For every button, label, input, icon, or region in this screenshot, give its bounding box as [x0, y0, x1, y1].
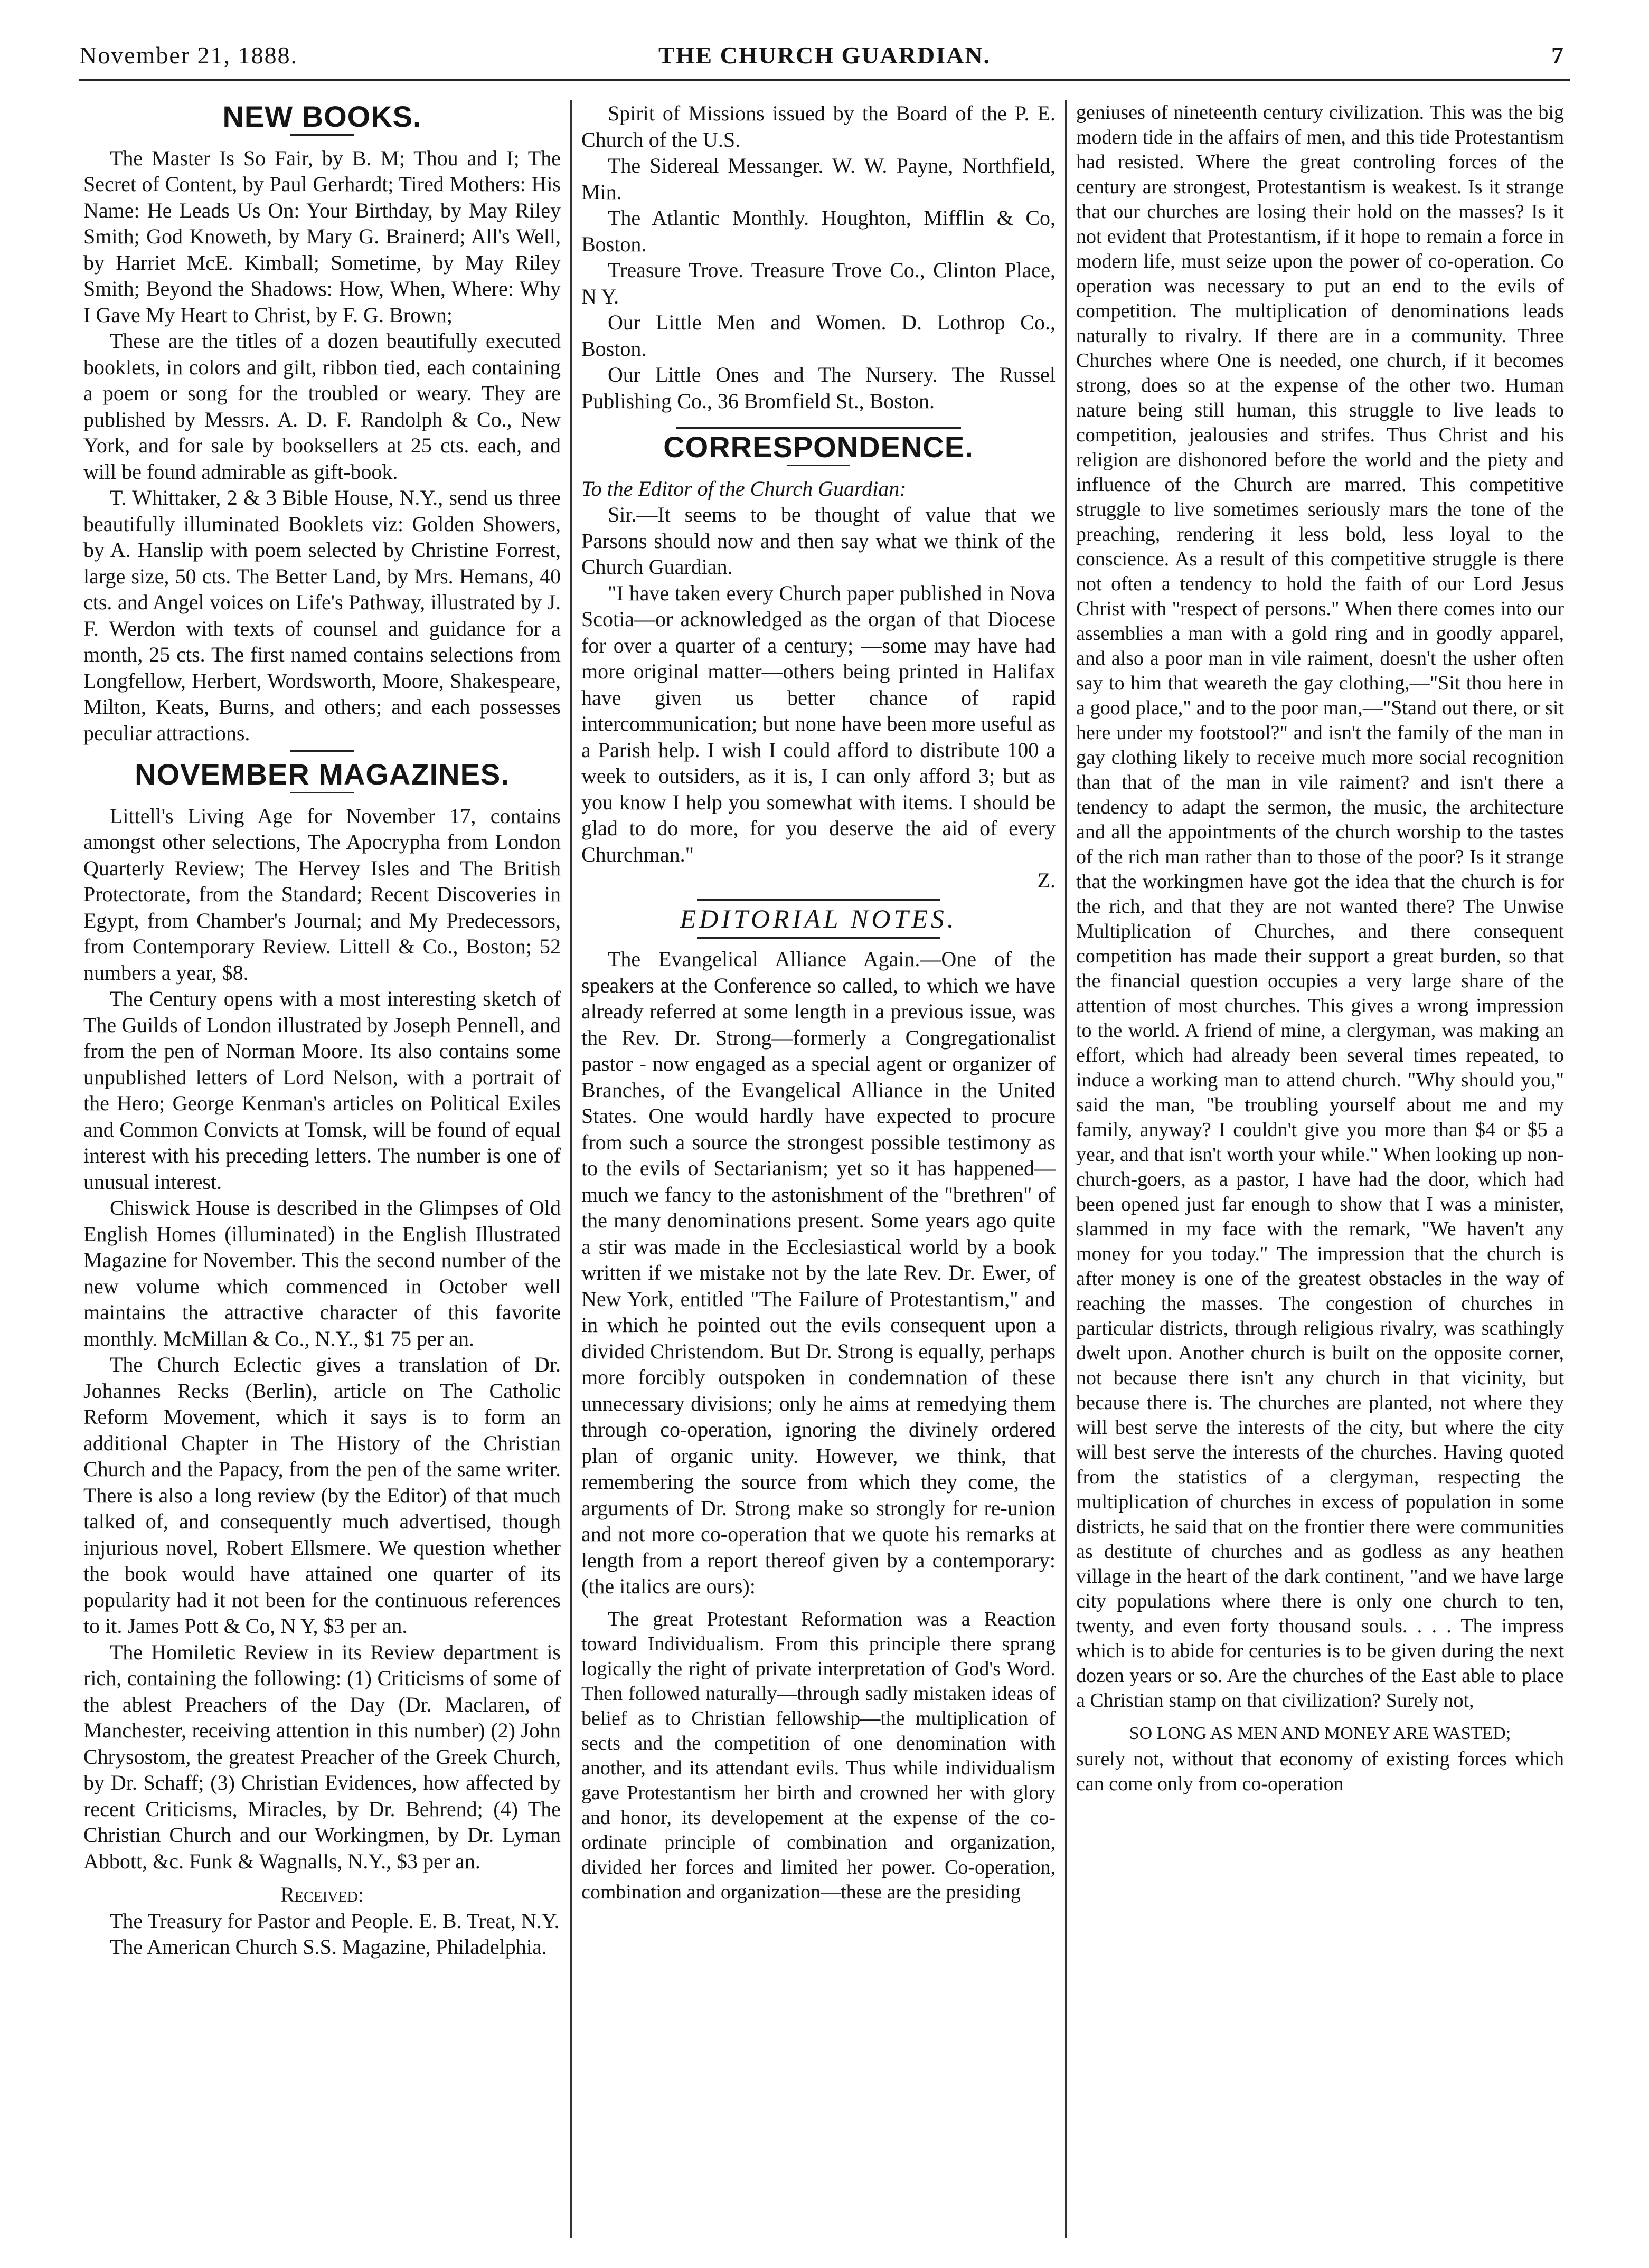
received-item: Spirit of Missions issued by the Board of the P. E. Church of the U.S. — [581, 101, 1056, 152]
new-books-list: The Master Is So Fair, by B. M; Thou and I; The Secret of Content, by Paul Gerhardt; Tired Mothers: His Name: He Leads Us On: Your Birthday, by May Riley Smith; God Knoweth, by Mary G. Brainerd; All's Well, by Harriet McE. Kimball; Sometime, by May Riley Smith; Beyond the Shadows: How, When, Where: Why I Gave My Heart to Christ, by F. G. Brown; — [83, 146, 561, 327]
received-item: The Atlantic Monthly. Houghton, Mifflin & Co, Boston. — [581, 206, 1056, 256]
editorial-notes-heading: EDITORIAL NOTES. — [680, 903, 957, 933]
new-books-paragraph: These are the titles of a dozen beautifully executed booklets, in colors and gilt, ribbon tied, each containing a poem or song for the troubled or weary. They are published by Messrs. A. D. F. Randolph & Co., New York, and for sale by booksellers at 25 cts. each, and will be found admirable as gift-book. — [83, 329, 561, 484]
received-item: The Treasury for Pastor and People. E. B. Treat, N.Y. — [110, 1908, 560, 1933]
letter-paragraph: Sir.—It seems to be thought of value that we Parsons should now and then say what we think of the Church Guardian. — [581, 503, 1056, 579]
section-rule — [697, 899, 940, 901]
column-1 — [74, 100, 570, 2238]
editorial-quotation: The great Protestant Reformation was a Reaction toward Individualism. From this principle there sprang logically the right of private interpretation of God's Word. Then followed naturally—through sadly mistaken ideas of belief as to Christian fellowship—the multiplication of sects and the competition of one denomination with another, and its attendant evils. Thus while individualism gave Protestantism her birth and crowned her with glory and honor, its developement at the expense of the co-ordinate principle of combination and organization, divided her forces and limited her power. Co-operation, combination and organization—these are the presiding — [581, 1608, 1056, 1903]
quotation-subhead: SO LONG AS MEN AND MONEY ARE WASTED; — [1129, 1724, 1511, 1743]
column-2 — [570, 100, 1067, 2238]
section-rule — [676, 427, 961, 429]
received-item: The American Church S.S. Magazine, Philadelphia. — [110, 1935, 547, 1959]
header-date: November 21, 1888. — [79, 42, 298, 69]
magazine-review: The Church Eclectic gives a translation of Dr. Johannes Recks (Berlin), article on The Catholic Reform Movement, which it says is to form an additional Chapter in The History of the Christian Church and the Papacy, from the pen of the same writer. There is also a long review (by the Editor) of that much talked of, and consequently much advertised, though injurious novel, Robert Ellsmere. We question whether the book would have attained one quarter of its popularity had it not been for the continuous references to it. James Pott & Co, N Y, $3 per an. — [83, 1353, 561, 1638]
page-header — [79, 37, 1570, 81]
received-item: Treasure Trove. Treasure Trove Co., Clinton Place, N Y. — [581, 258, 1056, 308]
heading-rule — [290, 792, 354, 793]
received-item: Our Little Ones and The Nursery. The Russel Publishing Co., 36 Bromfield St., Boston. — [581, 363, 1056, 413]
magazine-review: Chiswick House is described in the Glimpses of Old English Homes (illuminated) in the English Illustrated Magazine for November. This the second number of the new volume which commenced in October well maintains the attractive character of this favorite monthly. McMillan & Co., N.Y., $1 75 per an. — [83, 1196, 561, 1350]
correspondence-heading: CORRESPONDENCE. — [663, 430, 974, 464]
page-number: 7 — [1551, 42, 1565, 69]
magazine-review: The Homiletic Review in its Review department is rich, containing the following: (1) Criticisms of some of the ablest Preachers of the Day (Dr. Maclaren, of Manchester, receiving attention in this number) (2) John Chrysostom, the greatest Preacher of the Greek Church, by Dr. Schaff; (3) Christian Evidences, how affected by recent Criticisms, Miracles, by Dr. Behrend; (4) The Christian Church and our Workingmen, by Dr. Lyman Abbott, &c. Funk & Wagnalls, N.Y., $3 per an. — [83, 1640, 561, 1873]
heading-rule — [787, 465, 850, 466]
received-label: Received: — [280, 1883, 364, 1906]
column-3 — [1067, 100, 1573, 2238]
section-rule — [290, 750, 354, 752]
letter-signature: Z. — [1037, 868, 1056, 892]
new-books-heading: NEW BOOKS. — [222, 100, 422, 133]
section-rule — [697, 937, 940, 939]
editorial-paragraph: The Evangelical Alliance Again.—One of the speakers at the Conference so called, to which we have already referred at some length in a previous issue, was the Rev. Dr. Strong—formerly a Congregationalist pastor - now engaged as a special agent or organizer of Branches, of the Evangelical Alliance in the United States. One would hardly have expected to procure from such a source the strongest possible testimony as to the evils of Sectarianism; yet so it has happened—much we fancy to the astonishment of the "brethren" of the many denominations present. Some years ago quite a stir was made in the Ecclesiastical world by a book written if we mistake not by the late Rev. Dr. Ewer, of New York, entitled "The Failure of Protestantism," and in which he pointed out the evils consequent upon a divided Christendom. But Dr. Strong is equally, perhaps more forcibly outspoken in condemnation of these unnecessary divisions; only he aims at remedying them through co-operation, ignoring the divinely ordered plan of organic unity. However, we think, that remembering the source from which they come, the arguments of Dr. Strong make so strongly for re-union and not more co-operation that we quote his remarks at length from a report thereof given by a contemporary: (the italics are ours): — [581, 947, 1056, 1598]
received-item: The Sidereal Messanger. W. W. Payne, Northfield, Min. — [581, 154, 1056, 204]
received-item: Our Little Men and Women. D. Lothrop Co., Boston. — [581, 310, 1056, 361]
editorial-quotation-continued: surely not, without that economy of existing forces which can come only from co-operation — [1076, 1747, 1564, 1795]
magazine-review: Littell's Living Age for November 17, contains amongst other selections, The Apocrypha from London Quarterly Review; The Hervey Isles and The British Protectorate, from the Standard; Recent Discoveries in Egypt, from Chamber's Journal; and My Predecessors, from Contemporary Review. Littell & Co., Boston; 52 numbers a year, $8. — [83, 804, 561, 985]
letter-salutation: To the Editor of the Church Guardian: — [581, 476, 907, 500]
new-books-paragraph: T. Whittaker, 2 & 3 Bible House, N.Y., send us three beautifully illuminated Booklets viz: Golden Showers, by A. Hanslip with poem selected by Christine Forrest, large size, 50 cts. The Better Land, by Mrs. Hemans, 40 cts. and Angel voices on Life's Pathway, illustrated by J. F. Werdon with texts of counsel and guidance for a month, 25 cts. The first named contains selections from Longfellow, Herbert, Wordsworth, Moore, Shakespeare, Milton, Keats, Burns, and others; and each possesses peculiar attractions. — [83, 486, 561, 745]
editorial-quotation-continued: geniuses of nineteenth century civilization. This was the big modern tide in the affairs of men, and this tide Protestantism had resisted. Where the great controling forces of the century are strongest, Protestantism is weakest. Is it strange that our churches are losing their hold on the masses? Is it not evident that Protestantism, if it hope to remain a force in modern life, must seize upon the power of co-operation. Co operation was necessary to put an end to the evils of competition. The multiplication of denominations leads naturally to rivalry. If there are in a community. Three Churches where One is needed, one church, if it becomes strong, does so at the expense of the other two. Human nature being still human, this struggle to live leads to competition, jealousies and strifes. Thus Christ and his religion are dishonored before the world and the piety and influence of the Church are marred. This competitive struggle to live sometimes seriously mars the tone of the preaching, rendering it less bold, less loyal to the conscience. As a result of this competitive struggle is there not often a tendency to hold the faith of our Lord Jesus Christ with "respect of persons." When there comes into our assemblies a man with a gold ring and in goodly apparel, and also a poor man in vile raiment, doesn't the usher often say to him that weareth the gay clothing,—"Sit thou here in a good place," and to the poor man,—"Stand out there, or sit here under my footstool?" and isn't the family of the man in gay clothing likely to receive much more social recognition than that of the man in vile raiment? and isn't there a tendency to adapt the sermon, the music, the architecture and all the appointments of the church worship to the tastes of the rich man rather than to those of the poor? Is it strange that the workingmen have got the idea that the church is for the rich, and that they are not wanted there? The Unwise Multiplication of Churches, and there consequent competition has made their support a great burden, so that the financial question occupies a very large share of the attention of most churches. This gives a wrong impression to the world. A friend of mine, a clergyman, was making an effort, which had already been several times repeated, to induce a working man to attend church. "Why should you," said the man, "be troubling yourself about me and my family, anyway? I couldn't give you more than $4 or $5 a year, and that isn't worth your while." When looking up non-church-goers, as a pastor, I have had the door, which had been opened just far enough to show that I was a minister, slammed in my face with the remark, "We haven't any money for you today." The impression that the church is after money is one of the greatest obstacles in the way of reaching the masses. The congestion of churches in particular districts, through religious rivalry, was scathingly dwelt upon. Another church is built on the opposite corner, not because there isn't any church in that vicinity, but because there is. The churches are planted, not where they will best serve the interests of the city, but where the city will best serve the interests of the churches. Having quoted from the statistics of a clergyman, respecting the multiplication of churches in excess of population in some districts, he said that on the frontier there were communities as destitute of churches and as godless as any heathen village in the heart of the dark continent, "and we have large city populations where there is only one church to ten, twenty, and even forty thousand souls. . . . The impress which is to abide for centuries is to be given during the next dozen years or so. Are the churches of the East able to place a Christian stamp on that civilization? Surely not, — [1076, 101, 1564, 1712]
magazine-review: The Century opens with a most interesting sketch of The Guilds of London illustrated by Joseph Pennell, and from the pen of Norman Moore. Its also contains some unpublished letters of Lord Nelson, with a portrait of the Hero; George Kenman's articles on Political Exiles and Common Convicts at Tomsk, will be found of equal interest with his preceding letters. The number is one of unusual interest. — [83, 987, 561, 1194]
masthead-title: THE CHURCH GUARDIAN. — [658, 42, 991, 69]
letter-paragraph: "I have taken every Church paper published in Nova Scotia—or acknowledged as the organ of that Diocese for over a quarter of a century; —some may have had more original matter—others being printed in Halifax have given us better chance of rapid intercommunication; but none have been more useful as a Parish help. I wish I could afford to distribute 100 a week to outsiders, as it is, I can only afford 3; but as you know I help you somewhat with items. I should be glad to do more, for you deserve the aid of every Churchman." — [581, 581, 1056, 866]
heading-rule — [290, 134, 354, 136]
november-magazines-heading: NOVEMBER MAGAZINES. — [135, 758, 510, 791]
